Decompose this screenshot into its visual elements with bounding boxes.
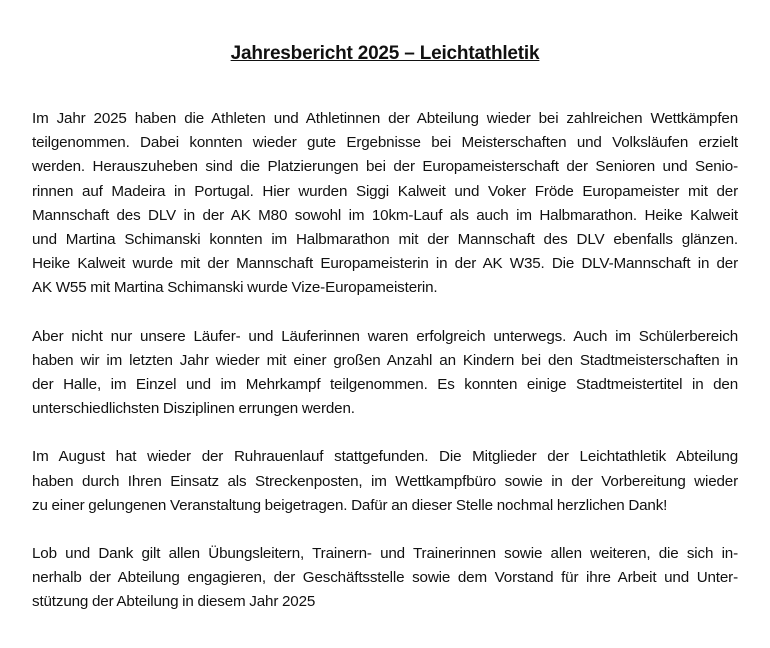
document-body (32, 107, 738, 639)
text-line: Im Jahr 2025 haben die Athleten und Athletinnen der Abteilung wieder bei zahlreichen Wettkämpfen (32, 110, 738, 127)
text-line: Lob und Dank gilt allen Übungsleitern, Trainern- und Trainerinnen sowie allen weiteren, die sich in- (32, 545, 738, 563)
text-line: der Halle, im Einzel und im Mehrkampf teilgenommen. Es konnten einige Stadtmeistertitel in den (32, 376, 738, 394)
text-line: werden. Herauszuheben sind die Platzierungen bei der Europameisterschaft der Senioren und Senio- (32, 158, 738, 176)
text-line: AK W55 mit Martina Schimanski wurde Vize-Europameisterin. (32, 279, 438, 297)
text-line: nerhalb der Abteilung engagieren, der Geschäftsstelle sowie dem Vorstand für ihre Arbeit und Unter- (32, 569, 738, 587)
text-line: haben durch Ihren Einsatz als Streckenposten, im Wettkampfbüro sowie in der Vorbereitung wieder (32, 472, 738, 490)
text-line: rinnen auf Madeira in Portugal. Hier wurden Siggi Kalweit und Voker Fröde Europameister mit der (32, 182, 738, 200)
text-line: zu einer gelungenen Veranstaltung beigetragen. Dafür an dieser Stelle nochmal herzlichen Dank! (32, 496, 668, 514)
text-line: und Martina Schimanski konnten im Halbmarathon mit der Mannschaft des DLV ebenfalls glänzen. (32, 231, 738, 249)
text-line: teilgenommen. Dabei konnten wieder gute Ergebnisse bei Meisterschaften und Volksläufen erzielt (32, 134, 738, 152)
paragraph-thanks (32, 542, 738, 615)
paragraph-youth (32, 325, 738, 422)
text-line: Im August hat wieder der Ruhrauenlauf stattgefunden. Die Mitglieder der Leichtathletik Abteilung (32, 448, 738, 466)
text-line: unterschiedlichsten Disziplinen errungen werden. (32, 400, 355, 418)
text-line: Heike Kalweit wurde mit der Mannschaft Europameisterin in der AK W35. Die DLV-Mannschaft in der (32, 255, 738, 273)
text-line: Mannschaft des DLV in der AK M80 sowohl im 10km-Lauf als auch im Halbmarathon. Heike Kalweit (32, 206, 738, 224)
document-title: Jahresbericht 2025 – Leichtathletik (230, 43, 540, 64)
text-line: haben wir im letzten Jahr wieder mit einer großen Anzahl an Kindern bei den Stadtmeisterschaften in (32, 351, 738, 369)
text-line: Aber nicht nur unsere Läufer- und Läuferinnen waren erfolgreich unterwegs. Auch im Schülerbereich (32, 327, 738, 345)
paragraph-ruhrauenlauf (32, 445, 738, 518)
text-line: stützung der Abteilung in diesem Jahr 2025 (32, 593, 316, 611)
paragraph-results (32, 107, 738, 301)
